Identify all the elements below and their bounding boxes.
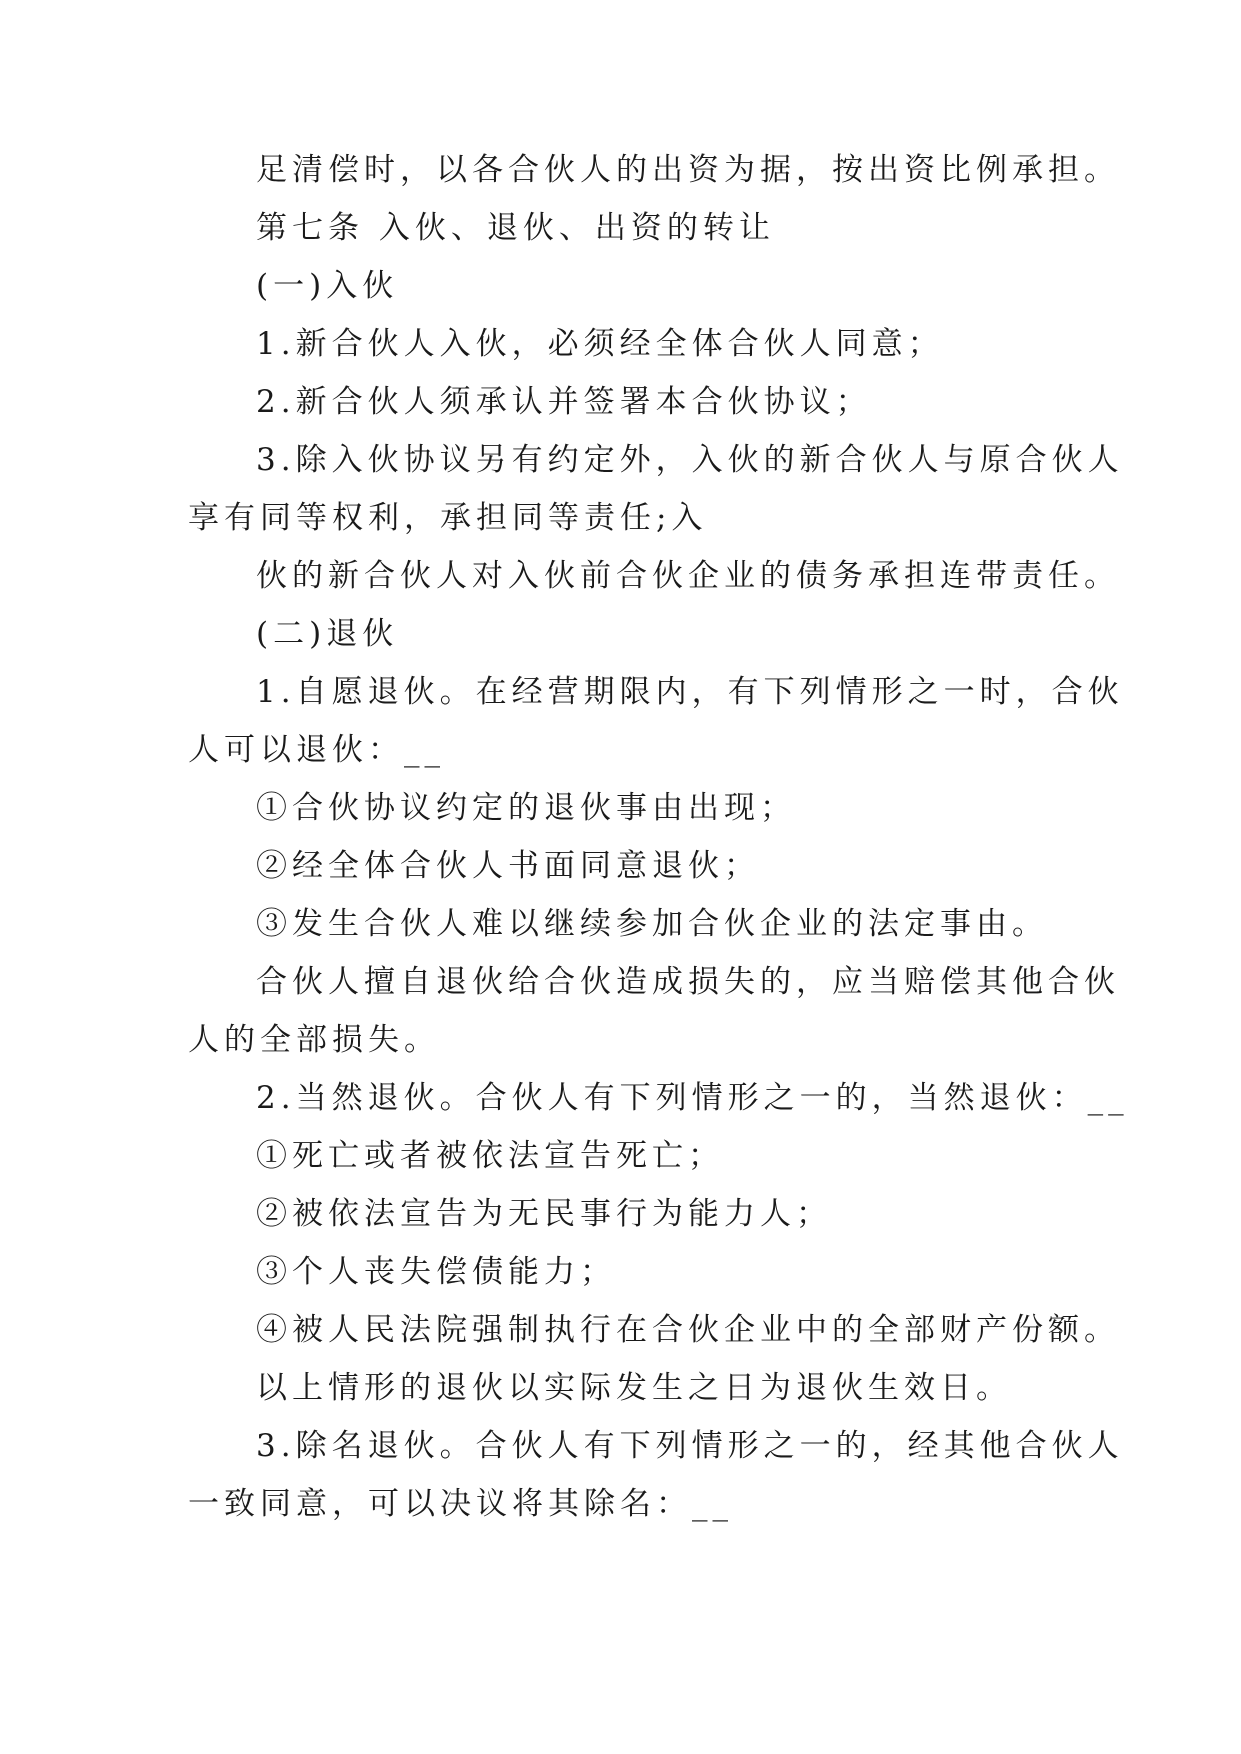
text-line: 一致同意，可以决议将其除名：__ [188, 1486, 733, 1522]
list-item: ①死亡或者被依法宣告死亡； [256, 1138, 724, 1174]
text-line: 3.除名退伙。合伙人有下列情形之一的，经其他合伙人 [256, 1428, 1124, 1464]
text-line: 2.当然退伙。合伙人有下列情形之一的，当然退伙：__ [256, 1080, 1129, 1116]
list-item: ①合伙协议约定的退伙事由出现； [256, 790, 796, 826]
text-line: 合伙人擅自退伙给合伙造成损失的，应当赔偿其他合伙 [256, 964, 1120, 1000]
text-line: 1.自愿退伙。在经营期限内，有下列情形之一时，合伙 [256, 674, 1124, 710]
list-item: ②经全体合伙人书面同意退伙； [256, 848, 760, 884]
text-line: 足清偿时，以各合伙人的出资为据，按出资比例承担。 [256, 152, 1120, 188]
text-line: 1.新合伙人入伙，必须经全体合伙人同意； [256, 326, 944, 362]
text-line: 以上情形的退伙以实际发生之日为退伙生效日。 [256, 1370, 1012, 1406]
text-line: 人的全部损失。 [188, 1022, 440, 1058]
text-line: 3.除入伙协议另有约定外，入伙的新合伙人与原合伙人 [256, 442, 1124, 478]
text-line: 伙的新合伙人对入伙前合伙企业的债务承担连带责任。 [256, 558, 1120, 594]
text-line: 2.新合伙人须承认并签署本合伙协议； [256, 384, 872, 420]
list-item: ③发生合伙人难以继续参加合伙企业的法定事由。 [256, 906, 1048, 942]
list-item: ②被依法宣告为无民事行为能力人； [256, 1196, 832, 1232]
text-line: 享有同等权利，承担同等责任;入 [188, 500, 708, 536]
list-item: ④被人民法院强制执行在合伙企业中的全部财产份额。 [256, 1312, 1120, 1348]
list-item: ③个人丧失偿债能力； [256, 1254, 616, 1290]
section-heading: (一)入伙 [256, 268, 399, 304]
text-line: 人可以退伙：__ [188, 732, 445, 768]
section-heading: (二)退伙 [256, 616, 399, 652]
article-heading: 第七条 入伙、退伙、出资的转让 [256, 210, 775, 246]
